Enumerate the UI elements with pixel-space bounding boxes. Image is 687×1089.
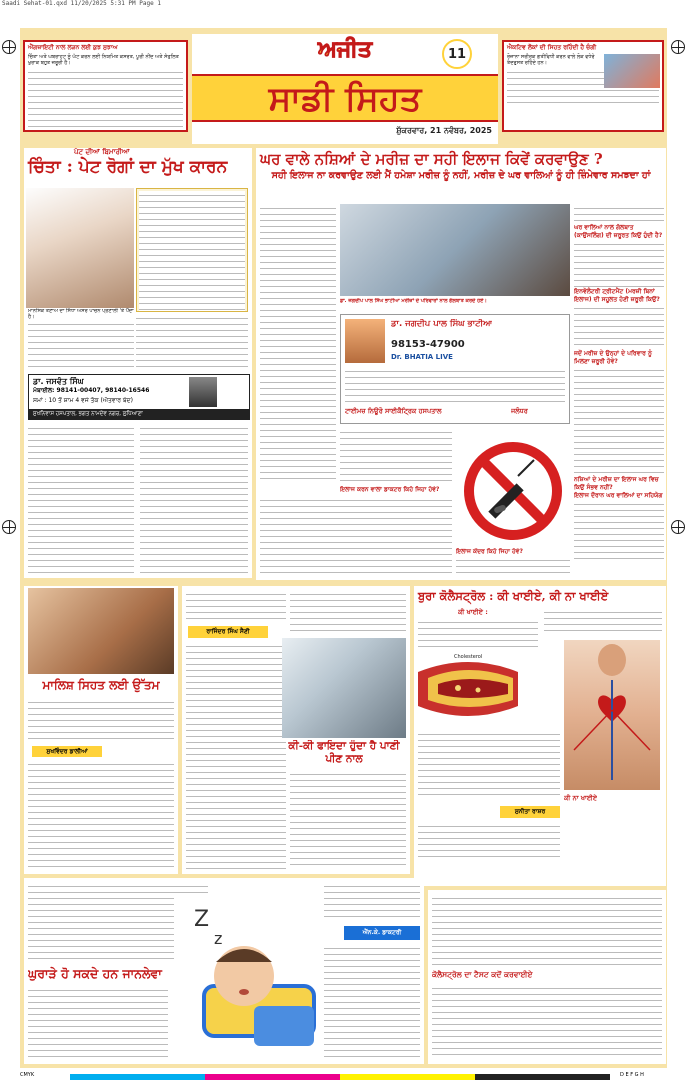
- masthead-section: ਸਾਡੀ ਸਿਹਤ: [268, 79, 422, 119]
- snoring-lines-4: [324, 944, 420, 1060]
- print-slug: Saadi Sehat-01.qxd 11/20/2025 5:31 PM Page 1: [2, 0, 161, 7]
- water-col2-lines-top: [290, 590, 406, 634]
- anxiety-doctor-phone: ਮੋਬਾਈਲ: 98141-00407, 98140-16546: [33, 387, 150, 394]
- addiction-col4-lines: [456, 556, 570, 576]
- water-author: ਰਾਜਿੰਦਰ ਸਿੰਘ ਸੈਣੀ: [188, 626, 268, 638]
- cholesterol-what-to-eat: ਕੀ ਖਾਈਏ :: [458, 608, 488, 616]
- sidebar-lines-3: [574, 366, 664, 476]
- cholesterol-tests-lines-2: [432, 984, 662, 1060]
- massage-author: ਸੁਖਵਿੰਦਰ ਡਾਲੀਆਂ: [32, 746, 102, 757]
- bhatia-ad-doctor: ਡਾ. ਜਗਦੀਪ ਪਾਲ ਸਿੰਘ ਭਾਟੀਆ: [391, 319, 493, 329]
- cholesterol-what-not-to-eat: ਕੀ ਨਾ ਖਾਈਏ: [564, 794, 598, 802]
- right-top-title: ਐਕਟਿਵ ਲੋਕਾਂ ਦੀ ਸਿਹਤ ਰਹਿੰਦੀ ਹੈ ਚੰਗੀ: [507, 44, 597, 51]
- svg-text:Z: Z: [194, 907, 210, 932]
- masthead-section-band: [192, 74, 498, 122]
- cholesterol-lines-1: [418, 618, 538, 648]
- clinic-photo: [340, 204, 570, 296]
- doctor-portrait-photo: [189, 377, 217, 407]
- anxiety-headline: ਚਿੰਤਾ : ਪੇਟ ਰੋਗਾਂ ਦਾ ਮੁੱਖ ਕਾਰਨ: [28, 157, 228, 177]
- snoring-lines-3: [324, 882, 420, 922]
- sidebar-q3: ਜਦੋਂ ਮਰੀਜ਼ ਦੇ ਉਨ੍ਹਾਂ ਦੇ ਪਰਿਵਾਰ ਨੂੰ ਮਿਲਣਾ ਜ਼ਰੂਰੀ ਹੋਵੇ?: [574, 350, 652, 365]
- cholesterol-tests-heading: ਕੋਲੈਸਟ੍ਰੋਲ ਦਾ ਟੈਸਟ ਕਦੋਂ ਕਰਵਾਈਏ: [432, 970, 533, 979]
- addiction-col1-lines: [260, 204, 336, 484]
- massage-photo: [28, 588, 174, 674]
- artery-diagram: [418, 652, 518, 726]
- artery-icon: [418, 652, 518, 726]
- anxiety-doctor-timing: ਸਮਾਂ : 10 ਤੋਂ ਸ਼ਾਮ 4 ਵਜੇ ਤੱਕ (ਐਤਵਾਰ ਬੰਦ): [33, 397, 133, 404]
- black-swatch: [475, 1074, 610, 1080]
- anxiety-intro-box: [136, 188, 248, 312]
- cholesterol-article: [414, 586, 666, 886]
- snoring-lines-2: [28, 986, 168, 1060]
- anxiety-col2-lines: [136, 314, 248, 372]
- massage-article: [24, 586, 178, 874]
- bhatia-ad-brand: Dr. BHATIA LIVE: [391, 353, 453, 361]
- anxiety-article: [24, 148, 252, 578]
- addiction-subhead: ਸਹੀ ਇਲਾਜ ਨਾ ਕਰਵਾਉਣ ਲਈ ਮੈਂ ਹਮੇਸ਼ਾ ਮਰੀਜ਼ ਨੂੰ ਨਹੀਂ, ਮਰੀਜ਼ ਦੇ ਘਰ ਵਾਲਿਆਂ ਨੂੰ ਹੀ ਜ਼ਿੰਮੇਵਾਰ ਸਮਝਦਾ ਹਾਂ: [271, 170, 651, 181]
- anxiety-doctor-address: ਸੁਖਨਿਵਾਸ ਹਸਪਤਾਲ, ਭਗਤ ਨਾਮਦੇਵ ਨਗਰ, ਲੁਧਿਆਣਾ: [29, 409, 249, 420]
- cholesterol-tests-box: [428, 890, 666, 1064]
- running-photo: [604, 54, 660, 88]
- massage-lines-2: [28, 760, 174, 870]
- body-heart-illustration: [564, 640, 660, 790]
- addiction-inline-q1: ਇਲਾਜ ਕਰਨ ਵਾਲਾ ਡਾਕਟਰ ਕਿਹੋ ਜਿਹਾ ਹੋਵੇ?: [340, 486, 440, 493]
- headache-woman-photo: [26, 188, 134, 308]
- anxiety-col4-lines: [140, 424, 248, 574]
- anxiety-lead-lines: [28, 320, 134, 372]
- sidebar-q1: ਘਰ ਵਾਲਿਆਂ ਨਾਲ ਗੱਲਬਾਤ (ਕਾਉਂਸਲਿੰਗ) ਦੀ ਜ਼ਰੂਰਤ ਕਿਉਂ ਹੁੰਦੀ ਹੈ?: [574, 224, 663, 239]
- addiction-article: [256, 148, 666, 580]
- page-number-badge: 11: [442, 39, 472, 69]
- snoring-author: ਐੱਨ.ਕੇ. ਡਾਕਟਰੀ: [344, 926, 420, 940]
- snoring-boy-illustration: [174, 896, 324, 1062]
- cholesterol-lines-3: [418, 730, 560, 800]
- no-syringe-icon: [456, 436, 570, 546]
- left-top-box: [23, 40, 188, 132]
- cholesterol-tests-lines-1: [432, 894, 662, 968]
- cholesterol-author: ਸੁਨੀਤਾ ਰਾਸ਼ਰ: [500, 806, 560, 818]
- bhatia-ad-city: ਜਲੰਧਰ: [511, 407, 528, 415]
- sidebar-inline-q3: ਨਸ਼ਿਆਂ ਦੇ ਮਰੀਜ਼ ਦਾ ਇਲਾਜ ਘਰ ਵਿਚ ਕਿਉਂ ਸੰਭਵ ਨਹੀਂ?: [574, 476, 659, 491]
- masthead: [192, 34, 498, 144]
- footer-left: CMYK: [20, 1072, 35, 1078]
- color-bar: [70, 1074, 610, 1080]
- anxiety-doctor-ad: [28, 374, 250, 420]
- registration-mark-icon: [2, 520, 16, 534]
- sidebar-lines-1: [574, 240, 664, 288]
- masthead-brand: ਅਜੀਤ: [318, 36, 372, 62]
- masthead-date: ਸ਼ੁੱਕਰਵਾਰ, 21 ਨਵੰਬਰ, 2025: [396, 126, 492, 135]
- left-top-title: ਐਂਗਜ਼ਾਇਟੀ ਨਾਲ ਲੜਨ ਲਈ ਕੁਝ ਸੁਝਾਅ: [28, 44, 118, 51]
- magenta-swatch: [205, 1074, 340, 1080]
- footer-right: D E F G H: [620, 1072, 644, 1078]
- water-col2-lines: [290, 770, 406, 870]
- bhatia-ad: [340, 314, 570, 424]
- massage-lines-1: [28, 698, 174, 742]
- right-top-box: [502, 40, 664, 132]
- addiction-sidebar: [574, 204, 664, 576]
- registration-mark-icon: [2, 40, 16, 54]
- water-lines-top: [186, 590, 286, 620]
- snoring-headline: ਘੁਰਾੜੇ ਹੋ ਸਕਦੇ ਹਨ ਜਾਨਲੇਵਾ: [28, 966, 162, 981]
- bhatia-ad-footer: ਟਾਈਮਜ਼ ਨਿਊਰੋ ਸਾਈਕੈਟ੍ਰਿਕ ਹਸਪਤਾਲ: [345, 407, 442, 415]
- cholesterol-headline: ਬੁਰਾ ਕੋਲੈਸਟ੍ਰੋਲ : ਕੀ ਖਾਈਏ, ਕੀ ਨਾ ਖਾਈਏ: [418, 589, 609, 603]
- anxiety-doctor-name: ਡਾ. ਜਸਵੰਤ ਸਿੰਘ: [33, 377, 84, 386]
- addiction-headline: ਘਰ ਵਾਲੇ ਨਸ਼ਿਆਂ ਦੇ ਮਰੀਜ਼ ਦਾ ਸਹੀ ਇਲਾਜ ਕਿਵੇਂ ਕਰਵਾਉਣ ?: [260, 150, 603, 168]
- no-drugs-graphic: [456, 436, 570, 546]
- addiction-col2-lines: [340, 428, 452, 482]
- woman-drinking-water-photo: [282, 638, 406, 738]
- bhatia-portrait-photo: [345, 319, 385, 363]
- yellow-swatch: [340, 1074, 475, 1080]
- clinic-photo-caption: ਡਾ. ਜਗਦੀਪ ਪਾਲ ਸਿੰਘ ਭਾਟੀਆ ਮਰੀਜ਼ਾਂ ਦੇ ਪਰਿਵਾਰਾਂ ਨਾਲ ਗੱਲਬਾਤ ਕਰਦੇ ਹੋਏ।: [340, 298, 487, 304]
- addiction-inline-q2: ਇਲਾਜ ਕੇਂਦਰ ਕਿਹੋ ਜਿਹਾ ਹੋਵੇ?: [456, 548, 523, 555]
- sidebar-lines-top: [574, 204, 664, 224]
- bhatia-ad-lines: [345, 367, 565, 403]
- bhatia-ad-phone: 98153-47900: [391, 339, 465, 350]
- water-headline: ਕੀ-ਕੀ ਫਾਇਦਾ ਹੁੰਦਾ ਹੈ ਪਾਣੀ ਪੀਣ ਨਾਲ: [288, 740, 400, 765]
- registration-mark-icon: [671, 520, 685, 534]
- registration-mark-icon: [671, 40, 685, 54]
- artery-label: Cholesterol: [454, 654, 483, 660]
- sidebar-q2: ਇਨਵੋਲੰਟਰੀ ਟ੍ਰੀਟਮੈਂਟ (ਮਰਜ਼ੀ ਬਿਨਾਂ ਇਲਾਜ) ਦੀ ਸਹੂਲਤ ਹੋਣੀ ਜ਼ਰੂਰੀ ਕਿਉਂ?: [574, 288, 660, 303]
- anxiety-lead: ਮਾਨਸਿਕ ਤਣਾਅ ਦਾ ਸਿੱਧਾ ਅਸਰ ਪਾਚਨ ਪ੍ਰਣਾਲੀ 'ਤੇ ਪੈਂਦਾ ਹੈ।: [28, 308, 134, 320]
- water-article: [182, 586, 410, 874]
- masthead-brand-box: [232, 36, 458, 70]
- cholesterol-lines-2: [544, 608, 662, 636]
- cholesterol-lines-4: [418, 822, 560, 862]
- snoring-article: [24, 878, 424, 1064]
- right-top-body: ਰੋਜ਼ਾਨਾ ਸਰੀਰਕ ਗਤੀਵਿਧੀ ਕਰਨ ਵਾਲੇ ਲੋਕ ਵਧੇਰੇ ਤੰਦਰੁਸਤ ਰਹਿੰਦੇ ਹਨ।: [507, 54, 595, 67]
- left-top-body: ਚਿੰਤਾ ਅਤੇ ਘਬਰਾਹਟ ਨੂੰ ਘੱਟ ਕਰਨ ਲਈ ਨਿਯਮਿਤ ਕਸਰਤ, ਪੂਰੀ ਨੀਂਦ ਅਤੇ ਸੰਤੁਲਿਤ ਖੁਰਾਕ ਬਹੁਤ ਜ਼ਰੂਰੀ ਹੈ।: [28, 54, 179, 67]
- svg-text:z: z: [214, 929, 223, 948]
- water-col1-lines: [186, 642, 286, 870]
- sidebar-inline-q4: ਇਲਾਜ ਦੌਰਾਨ ਘਰ ਵਾਲਿਆਂ ਦਾ ਸਹਿਯੋਗ: [574, 492, 663, 499]
- anxiety-col3-lines: [28, 424, 134, 574]
- sleeping-boy-icon: [174, 896, 324, 1062]
- massage-headline: ਮਾਲਿਸ਼ ਸਿਹਤ ਲਈ ਉੱਤਮ: [42, 678, 160, 692]
- anxiety-header: [24, 148, 252, 186]
- sidebar-lines-2: [574, 304, 664, 350]
- sidebar-lines-4: [574, 500, 664, 560]
- anxiety-intro-lines: [139, 191, 245, 311]
- anxiety-kicker: ਪੇਟ ਦੀਆਂ ਬਿਮਾਰੀਆਂ: [74, 148, 130, 156]
- addiction-col3-lines: [260, 496, 452, 574]
- cyan-swatch: [70, 1074, 205, 1080]
- heart-vessels-icon: [564, 640, 660, 790]
- left-top-text-lines: [28, 68, 183, 128]
